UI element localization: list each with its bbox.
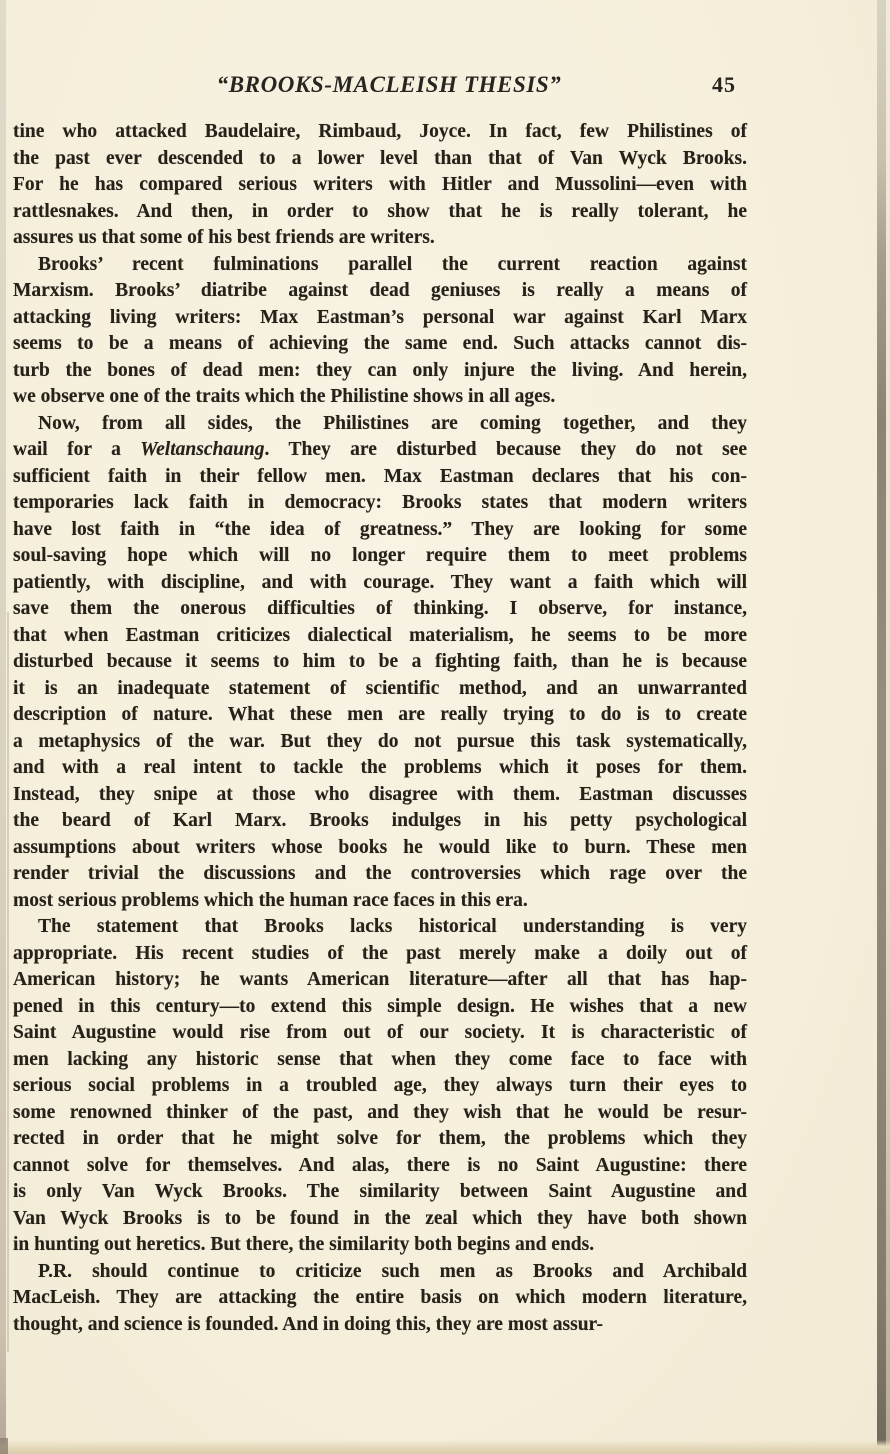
page-right-outer-edge — [886, 0, 890, 1454]
text-line: pened in this century—to extend this simple design. He wishes that a new — [13, 995, 747, 1017]
text-line: American history; he wants American literature—after all that has hap- — [13, 969, 747, 990]
text-line: temporaries lack faith in democracy: Brooks states that modern writers — [13, 492, 747, 513]
text-line: the past ever descended to a lower level than that of Van Wyck Brooks. — [13, 147, 747, 169]
text-line: most serious problems which the human race faces in this era. — [13, 889, 528, 911]
text-line: turb the bones of dead men: they can only injure the living. And herein, — [13, 359, 747, 381]
bottom-left-corner-shadow — [0, 1438, 8, 1454]
underlying-page-edge-line — [7, 612, 9, 1352]
text-line: Now, from all sides, the Philistines are coming together, and they — [38, 412, 747, 434]
page-bottom-edge — [0, 1440, 890, 1454]
italic-term: Weltanschaung — [140, 439, 265, 460]
text-line: appropriate. His recent studies of the past merely make a doily out of — [13, 942, 747, 964]
text-line: in hunting out heretics. But there, the similarity both begins and ends. — [13, 1234, 595, 1255]
text-line: Saint Augustine would rise from out of our society. It is characteristic of — [13, 1022, 747, 1043]
text-line: assures us that some of his best friends are writers. — [13, 227, 435, 248]
text-line: Brooks’ recent fulminations parallel the current reaction against — [38, 253, 747, 275]
text-line: save them the onerous difficulties of thinking. I observe, for instance, — [13, 598, 747, 619]
text-line: men lacking any historic sense that when they come face to face with — [13, 1048, 747, 1070]
text-line: disturbed because it seems to him to be a fighting faith, than he is because — [13, 651, 747, 672]
text-line: attacking living writers: Max Eastman’s personal war against Karl Marx — [13, 306, 747, 328]
text-line: assumptions about writers whose books he would like to burn. These men — [13, 836, 747, 858]
text-line: rattlesnakes. And then, in order to show that he is really tolerant, he — [13, 200, 747, 222]
text-line: and with a real intent to tackle the problems which it poses for them. — [13, 757, 747, 778]
text-line: Marxism. Brooks’ diatribe against dead geniuses is really a means of — [13, 280, 747, 301]
text-line: the beard of Karl Marx. Brooks indulges in his petty psychological — [13, 810, 747, 831]
text-line: render trivial the discussions and the controversies which rage over the — [13, 863, 747, 884]
text-line: The statement that Brooks lacks historical understanding is very — [38, 916, 747, 937]
text-line: rected in order that he might solve for them, the problems which they — [13, 1128, 747, 1149]
text-segment: . They are disturbed because they do not see — [264, 439, 747, 460]
text-line: description of nature. What these men are really trying to do is to create — [13, 704, 747, 725]
text-line: seems to be a means of achieving the same end. Such attacks cannot dis- — [13, 333, 747, 354]
text-line: MacLeish. They are attacking the entire basis on which modern literature, — [13, 1287, 747, 1308]
page-body-text — [13, 119, 747, 1338]
text-line — [13, 437, 747, 464]
text-line: some renowned thinker of the past, and they wish that he would be resur- — [13, 1101, 747, 1123]
text-line: thought, and science is founded. And in doing this, they are most assur- — [13, 1313, 603, 1335]
page-left-edge — [0, 0, 6, 1454]
text-line: soul-saving hope which will no longer require them to meet problems — [13, 545, 747, 566]
text-line: a metaphysics of the war. But they do not pursue this task systematically, — [13, 730, 747, 752]
text-line: Instead, they snipe at those who disagree with them. Eastman discusses — [13, 783, 747, 805]
text-line: cannot solve for themselves. And alas, there is no Saint Augustine: there — [13, 1154, 747, 1176]
text-line: we observe one of the traits which the Philistine shows in all ages. — [13, 386, 556, 407]
text-line: patiently, with discipline, and with courage. They want a faith which will — [13, 571, 747, 593]
text-line: sufficient faith in their fellow men. Max Eastman declares that his con- — [13, 465, 747, 487]
text-line: that when Eastman criticizes dialectical materialism, he seems to be more — [13, 624, 747, 646]
text-segment: wail for a — [13, 439, 141, 460]
text-line: it is an inadequate statement of scientific method, and an unwarranted — [13, 677, 747, 699]
text-line: have lost faith in “the idea of greatness.” They are looking for some — [13, 518, 747, 540]
text-line: P.R. should continue to criticize such men as Brooks and Archibald — [38, 1260, 747, 1282]
text-line: is only Van Wyck Brooks. The similarity between Saint Augustine and — [13, 1181, 747, 1202]
text-line: Van Wyck Brooks is to be found in the zeal which they have both shown — [13, 1207, 747, 1229]
text-line: For he has compared serious writers with Hitler and Mussolini—even with — [13, 174, 747, 195]
text-line: tine who attacked Baudelaire, Rimbaud, Joyce. In fact, few Philistines of — [13, 121, 747, 142]
running-title: “BROOKS-MACLEISH THESIS” — [216, 72, 562, 97]
page-right-edge — [877, 0, 886, 1454]
page-number: 45 — [712, 72, 736, 97]
text-line: serious social problems in a troubled age, they always turn their eyes to — [13, 1075, 747, 1096]
